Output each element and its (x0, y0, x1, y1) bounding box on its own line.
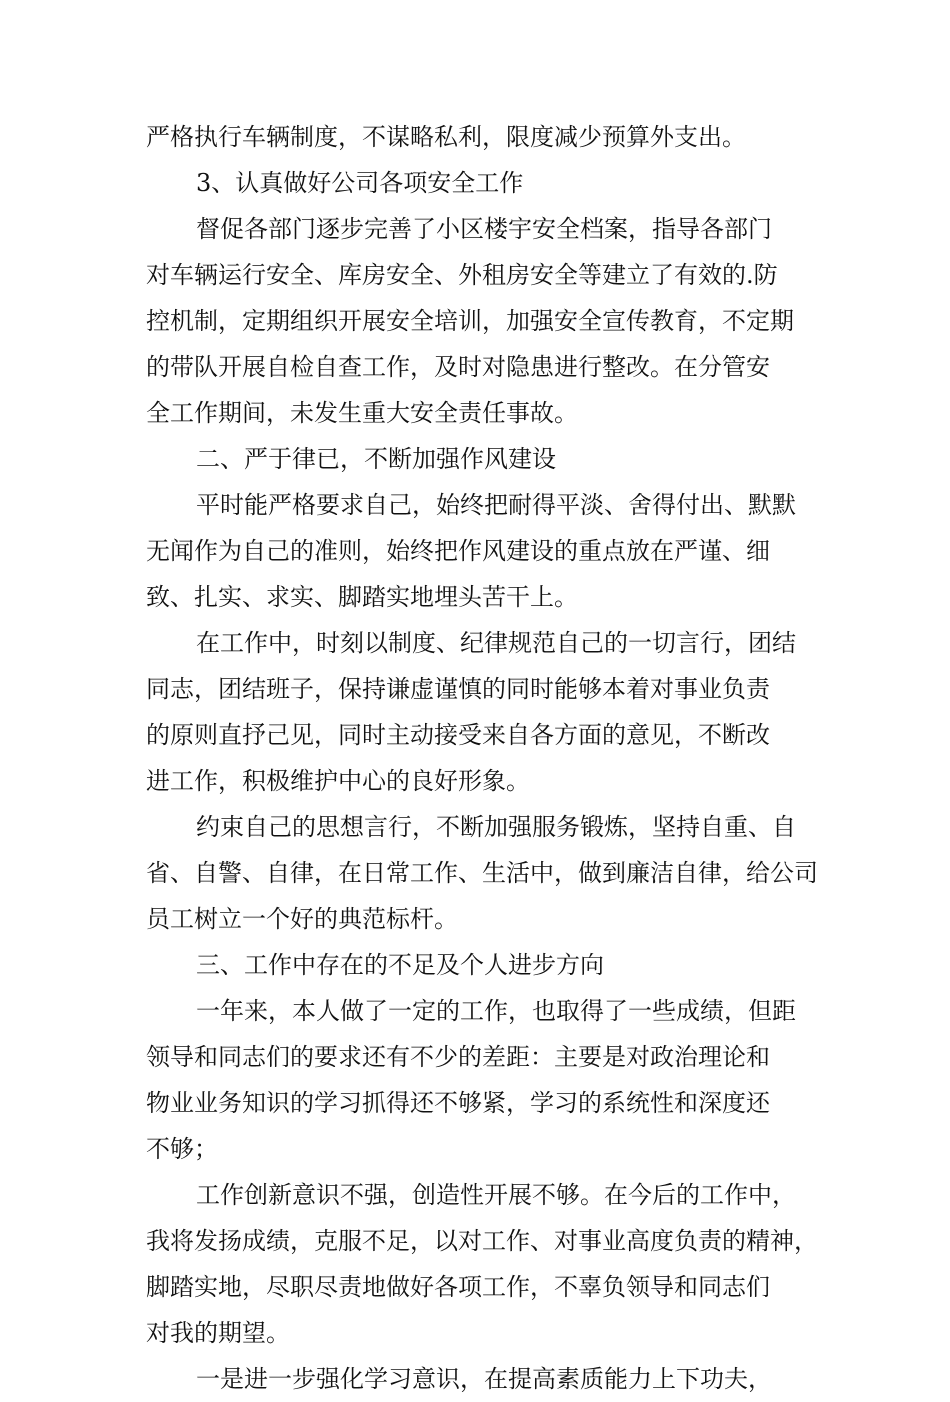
paragraph-first-line: 二、严于律已，不断加强作风建设 (196, 445, 556, 473)
paragraph-line: 致、扎实、求实、脚踏实地埋头苦干上。 (146, 583, 578, 611)
paragraph-line: 的带队开展自检自查工作，及时对隐患进行整改。在分管安 (146, 353, 770, 381)
paragraph-line: 同志，团结班子，保持谦虚谨慎的同时能够本着对事业负责 (146, 675, 770, 703)
paragraph-first-line: 3、认真做好公司各项安全工作 (196, 169, 524, 197)
paragraph-line: 的原则直抒己见，同时主动接受来自各方面的意见，不断改 (146, 721, 770, 749)
paragraph-line: 对我的期望。 (146, 1319, 290, 1347)
paragraph-line: 控机制，定期组织开展安全培训，加强安全宣传教育，不定期 (146, 307, 794, 335)
paragraph-line: 进工作，积极维护中心的良好形象。 (146, 767, 530, 795)
paragraph-first-line: 督促各部门逐步完善了小区楼宇安全档案，指导各部门 (196, 215, 772, 243)
document-body (146, 114, 818, 1402)
paragraph-line: 严格执行车辆制度，不谋略私利，限度减少预算外支出。 (146, 123, 746, 151)
paragraph-line: 脚踏实地，尽职尽责地做好各项工作，不辜负领导和同志们 (146, 1273, 770, 1301)
paragraph-first-line: 一是进一步强化学习意识，在提高素质能力上下功夫， (196, 1365, 772, 1393)
paragraph-line: 对车辆运行安全、库房安全、外租房安全等建立了有效的.防 (146, 261, 778, 289)
paragraph-first-line: 工作创新意识不强，创造性开展不够。在今后的工作中， (196, 1181, 796, 1209)
paragraph-first-line: 一年来，本人做了一定的工作，也取得了一些成绩，但距 (196, 997, 796, 1025)
paragraph-line: 员工树立一个好的典范标杆。 (146, 905, 458, 933)
paragraph-line: 全工作期间，未发生重大安全责任事故。 (146, 399, 578, 427)
paragraph-first-line: 约束自己的思想言行，不断加强服务锻炼，坚持自重、自 (196, 813, 796, 841)
paragraph-line: 领导和同志们的要求还有不少的差距：主要是对政治理论和 (146, 1043, 770, 1071)
paragraph-line: 不够； (146, 1135, 218, 1163)
paragraph-line: 我将发扬成绩，克服不足，以对工作、对事业高度负责的精神， (146, 1227, 818, 1255)
paragraph-line: 物业业务知识的学习抓得还不够紧，学习的系统性和深度还 (146, 1089, 770, 1117)
paragraph-line: 无闻作为自己的准则，始终把作风建设的重点放在严谨、细 (146, 537, 770, 565)
paragraph-first-line: 在工作中，时刻以制度、纪律规范自己的一切言行，团结 (196, 629, 796, 657)
paragraph-first-line: 平时能严格要求自己，始终把耐得平淡、舍得付出、默默 (196, 491, 796, 519)
paragraph-first-line: 三、工作中存在的不足及个人进步方向 (196, 951, 604, 979)
paragraph-line: 省、自警、自律，在日常工作、生活中，做到廉洁自律，给公司 (146, 859, 818, 887)
